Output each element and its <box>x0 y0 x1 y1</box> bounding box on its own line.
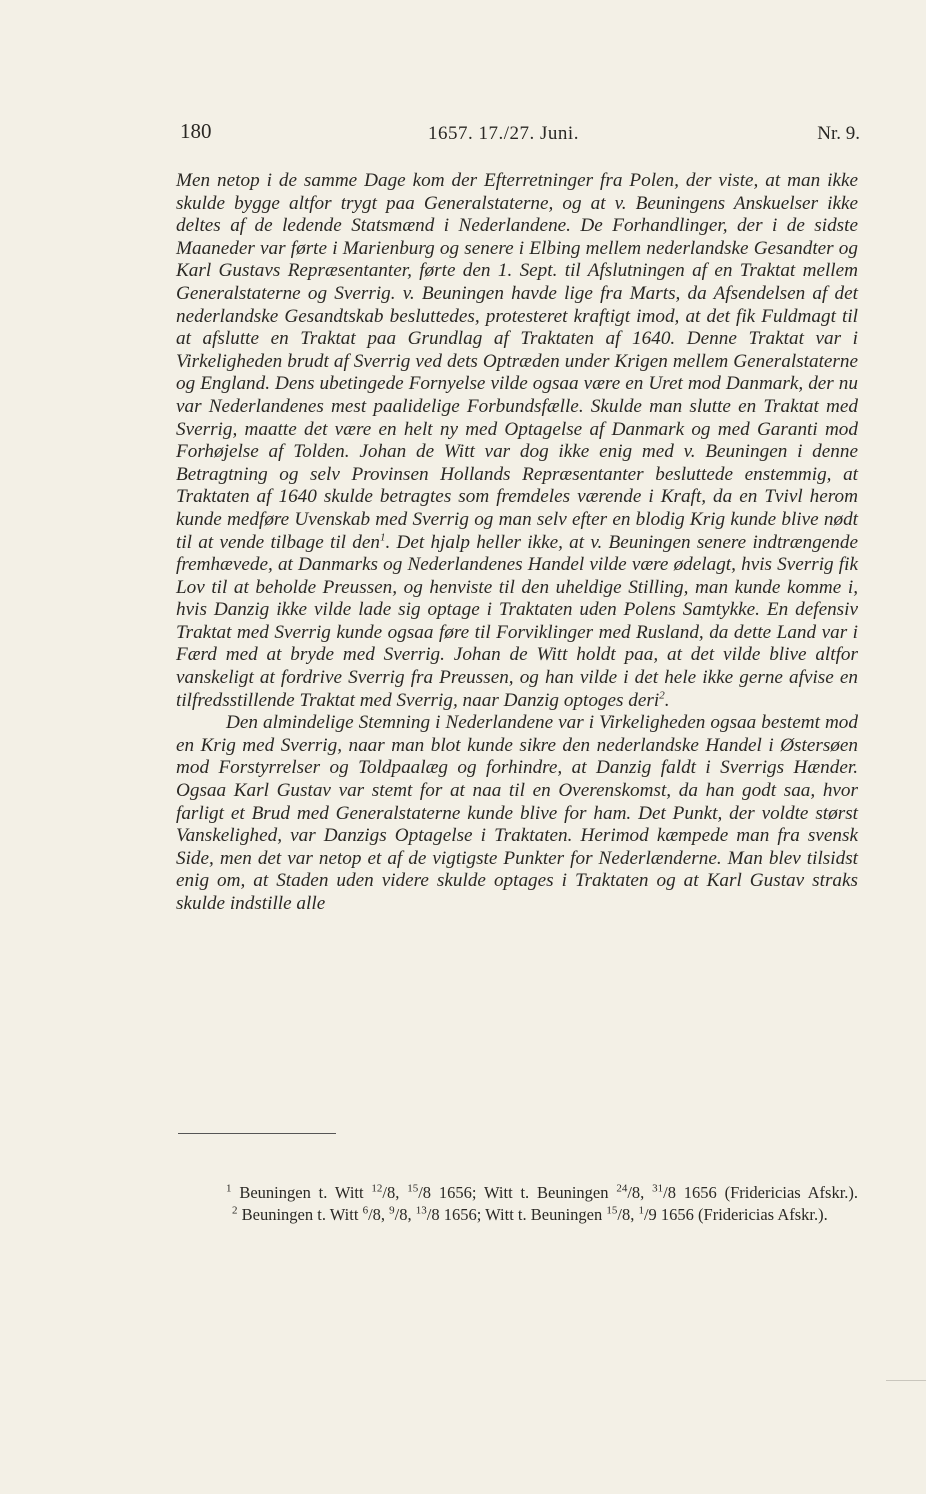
footnote-marker: 1 <box>226 1182 232 1195</box>
footnote-ref-2: 2 <box>659 689 665 702</box>
footnote-text: /8, <box>382 1183 408 1202</box>
document-number: Nr. 9. <box>817 123 860 144</box>
footnote-marker: 2 <box>232 1204 238 1217</box>
paragraph-1-text-cont: . Det hjalp heller ikke, at v. Beuningen senere indtrængende fremhævede, at Danmarks og Nederlandenes Handel vilde være ødelagt, hvis Sverrig fik Lov til at beholde Preussen, og henviste til den uheldige Stilling, man kunde komme i, hvis Danzig ikke vilde lade sig optage i Traktaten uden Polens Samtykke. En defensiv Traktat med Sverrig kunde ogsaa føre til Forviklinger med Rusland, da dette Land var i Færd med at bryde med Sverrig. Johan de Witt holdt paa, at det vilde blive altfor vanskeligt at fordrive Sverrig fra Preussen, og han vilde i det hele ikke gerne afvise en tilfredsstillende Traktat med Sverrig, naar Danzig optoges deri <box>176 531 858 711</box>
date-day: 24 <box>616 1182 628 1195</box>
paragraph-1-end: . <box>664 689 670 711</box>
body-text <box>176 170 858 916</box>
footnote-text: Beuningen t. Witt <box>241 1205 363 1224</box>
footnote-text: /8 1656; Witt t. Beuningen <box>426 1205 607 1224</box>
date-day: 15 <box>606 1204 618 1217</box>
date-day: 15 <box>407 1182 419 1195</box>
paragraph-1 <box>176 170 858 712</box>
footnote-divider <box>178 1133 336 1134</box>
date-day: 9 <box>389 1204 395 1217</box>
footnotes <box>176 1182 858 1226</box>
date-day: 1 <box>638 1204 644 1217</box>
footnote-text: /8, <box>394 1205 416 1224</box>
footnote-text: Beuningen t. Witt <box>239 1183 372 1202</box>
footnote-text: /8 1656 (Fridericias Afskr.). <box>663 1183 859 1202</box>
footnote-ref-1: 1 <box>379 531 386 544</box>
running-title: 1657. 17./27. Juni. <box>428 123 579 144</box>
date-day: 6 <box>362 1204 369 1217</box>
page-edge <box>886 1380 926 1494</box>
footnote-text: /8, <box>368 1205 390 1224</box>
footnote-text: /8, <box>627 1183 653 1202</box>
footnote-2 <box>232 1205 828 1224</box>
date-day: 13 <box>415 1204 427 1217</box>
paragraph-2: Den almindelige Stemning i Nederlandene var i Virkeligheden ogsaa bestemt mod en Krig med Sverrig, naar man blot kunde sikre den nederlandske Handel i Østersøen mod Forstyrrelser og Toldpaalæg og forhindre, at Danzig faldt i Sverrigs Hænder. Ogsaa Karl Gustav var stemt for at naa til en Overenskomst, da han godt saa, hvor farligt et Brud med Generalstaterne kunde blive for ham. Det Punkt, der voldte størst Vanskelighed, var Danzigs Optagelse i Traktaten. Herimod kæmpede man fra svensk Side, men det var netop et af de vigtigste Punkter for Nederlænderne. Man blev tilsidst enig om, at Staden uden videre skulde optages i Traktaten og at Karl Gustav straks skulde indstille alle <box>176 712 858 914</box>
paragraph-1-text: Men netop i de samme Dage kom der Efterretninger fra Polen, der viste, at man ikke skulde bygge altfor trygt paa Generalstaterne, og at v. Beuningens Anskuelser ikke deltes af de ledende Statsmænd i Nederlandene. De Forhandlinger, der i de sidste Maaneder var førte i Marienburg og senere i Elbing mellem nederlandske Gesandter og Karl Gustavs Repræsentanter, førte den 1. Sept. til Afslutningen af en Traktat mellem Generalstaterne og Sverrig. v. Beuningen havde lige fra Marts, da Afsendelsen af det nederlandske Gesandtskab besluttedes, protesteret kraftigt imod, at det fik Fuldmagt til at afslutte en Traktat paa Grundlag af Traktaten af 1640. Denne Traktat var i Virkeligheden brudt af Sverrig ved dets Optræden under Krigen mellem Generalstaterne og England. Dens ubetingede Fornyelse vilde ogsaa være en Uret mod Danmark, der nu var Nederlandenes mest paalidelige Forbundsfælle. Skulde man slutte en Traktat med Sverrig, maatte det være en helt ny med Optagelse af Danmark og med Garanti mod Forhøjelse af Tolden. Johan de Witt var dog ikke enig med v. Beuningen i denne Betragtning og selv Provinsen Hollands Repræsentanter besluttede enstemmig, at Traktaten af 1640 skulde betragtes som fremdeles værende i Kraft, da en Tvivl herom kunde medføre Uvenskab med Sverrig og man selv efter en blodig Krig kunde blive nødt til at vende tilbage til den <box>176 170 858 553</box>
footnote-text: /9 1656 (Fridericias Afskr.). <box>643 1205 828 1224</box>
page-header <box>180 119 860 149</box>
date-day: 31 <box>652 1182 664 1195</box>
footnote-text: /8 1656; Witt t. Beuningen <box>418 1183 617 1202</box>
date-day: 12 <box>371 1182 383 1195</box>
footnote-text: /8, <box>617 1205 639 1224</box>
page-number: 180 <box>180 119 212 143</box>
footnote-1 <box>226 1183 858 1202</box>
